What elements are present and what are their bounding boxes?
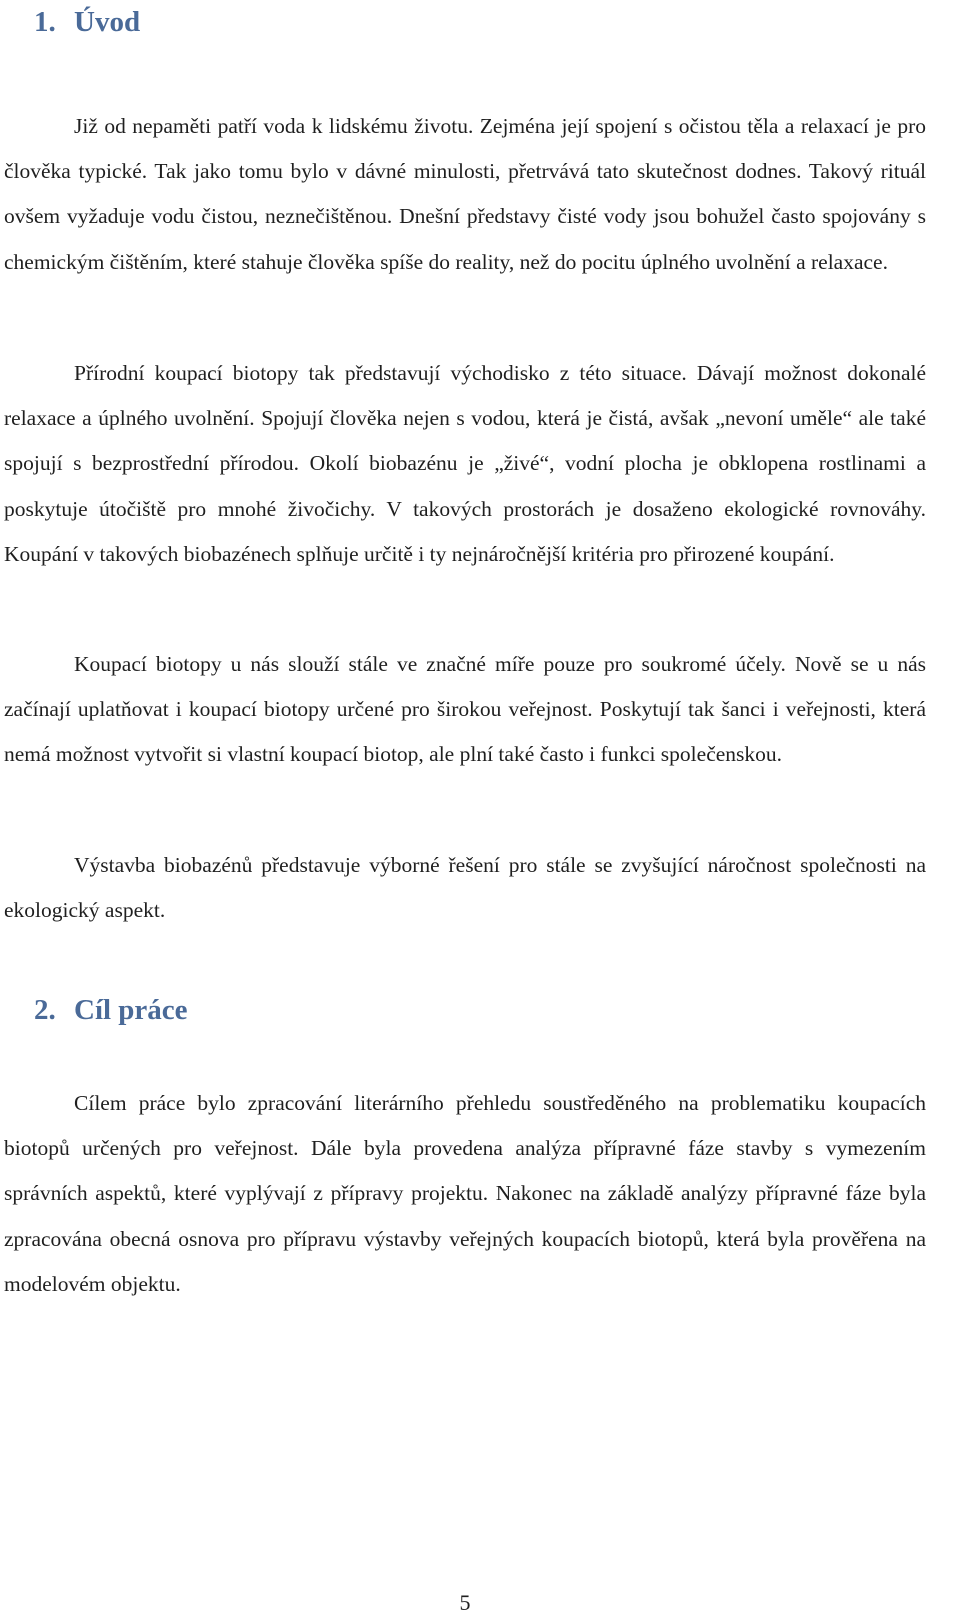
paragraph: Cílem práce bylo zpracování literárního přehledu soustředěného na problematiku koupacích biotopů určených pro veřejnost. Dále byla provedena analýza přípravné fáze stavby s vymezením správních aspektů, které vyplývají z přípravy projektu. Nakonec na základě analýzy přípravné fáze byla zpracována obecná osnova pro přípravu výstavby veřejných koupacích biotopů, která byla prověřena na modelovém objektu. [4,1091,926,1296]
paragraph: Přírodní koupací biotopy tak představují východisko z této situace. Dávají možnost dokonalé relaxace a úplného uvolnění. Spojují člověka nejen s vodou, která je čistá, avšak „nevoní uměle“ ale také spojují s bezprostřední přírodou. Okolí biobazénu je „živé“, vodní plocha je obklopena rostlinami a poskytuje útočiště pro mnohé živočichy. V takových prostorách je dosaženo ekologické rovnováhy. Koupání v takových biobazénech splňuje určitě i ty nejnáročnější kritéria pro přirozené koupání. [4,361,926,566]
section-heading-cil-prace [34,996,188,1025]
section-number: 2. [34,994,56,1026]
section-title: Úvod [74,6,141,38]
paragraph: Výstavba biobazénů představuje výborné řešení pro stále se zvyšující náročnost společnosti na ekologický aspekt. [4,853,926,923]
section-number: 1. [34,6,56,38]
page-number: 5 [459,1590,471,1615]
section-heading-uvod [34,8,140,37]
paragraph: Koupací biotopy u nás slouží stále ve značné míře pouze pro soukromé účely. Nově se u nás začínají uplatňovat i koupací biotopy určené pro širokou veřejnost. Poskytují tak šanci i veřejnosti, která nemá možnost vytvořit si vlastní koupací biotop, ale plní také často i funkci společenskou. [4,652,926,767]
section-title: Cíl práce [74,994,188,1026]
paragraph: Již od nepaměti patří voda k lidskému životu. Zejména její spojení s očistou těla a relaxací je pro člověka typické. Tak jako tomu bylo v dávné minulosti, přetrvává tato skutečnost dodnes. Takový rituál ovšem vyžaduje vodu čistou, neznečištěnou. Dnešní představy čisté vody jsou bohužel často spojovány s chemickým čištěním, které stahuje člověka spíše do reality, než do pocitu úplného uvolnění a relaxace. [4,114,926,274]
